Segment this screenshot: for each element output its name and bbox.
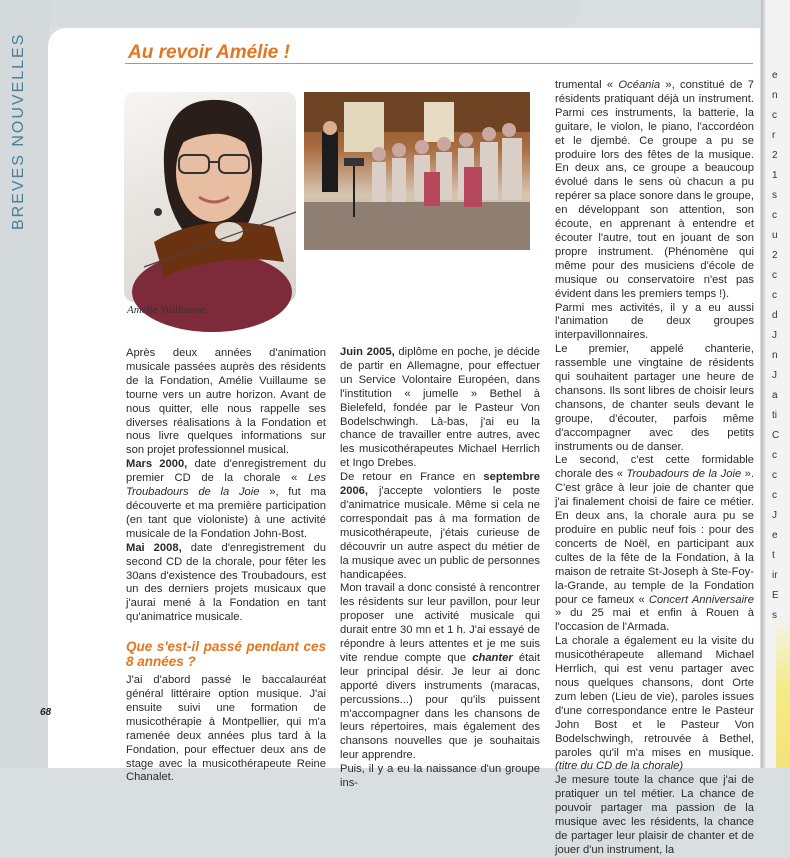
photo-caption: Amélie Vuillaume. [127,304,208,316]
article-column-2 [340,346,540,791]
text-run: j'accepte volontiers le poste d'animatrice musicale. Même si cela ne correspondait pas à ma formation de musicothérapeute, j'étais curieuse de découvrir un autre aspect du métier de la musique avec un public de personnes handicapées. [340,485,540,581]
edge-fragment: s [772,610,777,621]
edge-fragment: c [772,290,777,301]
text-run: », fut ma découverte et ma première participation (en tant que violoniste) à une activité musicale de la Fondation John-Bost. [126,486,326,540]
paragraph: Puis, il y a eu la naissance d'un groupe ins- [340,763,540,790]
paragraph [340,582,540,763]
edge-fragment: C [772,430,780,441]
text-run: diplôme en poche, je décide de partir en Allemagne, pour effectuer un Service Volontaire Européen, dans l'institution « jumelle » Bethel à Bielefeld, fondée par le Pasteur Von Bodelschwingh. Là-bas, j'ai eu la chance de travailler entre autres, avec les musicothérapeutes Michael Herrlich et Ingo Drebes. [340,346,540,470]
text-run: date d'enregistrement du premier CD de la chorale « [126,458,326,485]
paragraph: J'ai d'abord passé le baccalauréat général littéraire option musique. J'ai ensuite suivi une formation de musicothérapie à Montpellier, qui m'a ramenée deux années plus tard à la Fondation, pour effectuer deux ans de stage avec la musicothérapeute Reine Chanalet. [126,674,326,784]
cd-note: (titre du CD de la chorale) [555,760,684,773]
edge-fragment: c [772,490,777,501]
edge-fragment: 2 [772,250,778,261]
edge-fragment: t [772,550,775,561]
edge-fragment: u [772,230,778,241]
text-run: » du 25 mai et enfin à Rouen à l'occasion de l'Armada. [555,607,754,634]
paragraph: Je mesure toute la chance que j'ai de pratiquer un tel métier. La chance de pouvoir partager ma passion de la musique avec les résidents, la chance de partager leur plaisir de chanter et de jouer d'un instrument, la [555,774,754,856]
edge-fragment: c [772,270,777,281]
edge-fragment: J [772,330,777,341]
date-highlight: Juin 2005, [340,346,395,358]
text-run: était leur principal désir. Je leur ai donc apporté divers instruments (maracas, percussions...) pour qu'ils puissent m'accompagner dans les chansons de leurs répertoires, mais également des chansons nouvelles que je souhaitais leur apprendre. [340,651,540,762]
edge-fragment: s [772,190,777,201]
paragraph [555,635,754,774]
paragraph [126,458,326,541]
date-highlight: septembre 2006, [340,471,540,498]
paragraph [555,454,754,635]
date-highlight: Mars 2000, [126,458,188,471]
album-title: Les Troubadours de la Joie [126,472,326,499]
text-run: trumental « [555,79,619,91]
choir-rehearsal-illustration [304,92,530,250]
concert-name: Concert Anniversaire [648,593,754,606]
text-run: De retour en France en [340,471,484,484]
edge-fragment: d [772,310,778,321]
header-tab [50,0,580,26]
paragraph: Le premier, appelé chanterie, rassemble une vingtaine de résidents qui souhaitent partager une heure de chansons. Ils sont libres de choisir leurs chansons, de chanter seuls devant le groupe, d'écouter, parfois même d'accompagner avec des petits instruments ou de danser. [555,343,754,453]
edge-fragment: c [772,450,777,461]
text-run: Le second, c'est cette formidable chorale des « [555,454,754,481]
edge-fragment: 1 [772,170,778,181]
page-fold-shadow [761,0,766,768]
edge-fragment: n [772,90,778,101]
edge-fragment: a [772,390,778,401]
edge-fragment: n [772,350,778,361]
portrait-photo [124,92,296,302]
group-name: Océania [618,79,661,91]
subheading: Que s'est-il passé pendant ces 8 années ? [126,639,326,670]
text-run: Mon travail a donc consisté à rencontrer les résidents sur leur pavillon, pour leur proposer une activité musicale qui durait entre 30 mn et 1 h. J'ai essayé de répondre à leurs attentes et je me suis vite rendue compte que [340,582,540,664]
paragraph [340,346,540,471]
edge-fragment: c [772,210,777,221]
paragraph [340,471,540,582]
edge-fragment: 2 [772,150,778,161]
article-column-1 [126,347,326,785]
choir-photo [304,92,530,250]
edge-fragment: ti [772,410,777,421]
paragraph [555,79,754,302]
choir-name: Troubadours de la Joie [626,468,742,481]
paragraph [126,542,326,625]
text-run: date d'enregistrement du second CD de la chorale, pour fêter les 30ans d'existence des Troubadours, est un des derniers projets musicaux que j'aurai mené à la Fondation en tant qu'animatrice musicale. [126,541,326,624]
edge-fragment: e [772,70,778,81]
intro-paragraph: Après deux années d'animation musicale passées auprès des résidents de la Fondation, Amélie Vuillaume se tourne vers un autre horizon. Avant de nous quitter, elle nous rappelle ses diverses réalisations à la Fondation et nous livre quelques informations sur son projet professionnel musical. [126,347,326,457]
edge-fragment: E [772,590,779,601]
edge-fragment: ir [772,570,778,581]
date-highlight: Mai 2008, [126,541,182,554]
title-divider [125,63,753,64]
section-sidebar: BREVES NOUVELLES [0,0,50,768]
edge-fragment: e [772,530,778,541]
violinist-portrait-illustration [124,92,296,302]
page-number: 68 [40,707,52,718]
edge-fragment: J [772,370,777,381]
edge-fragment: r [772,130,776,141]
edge-fragment: c [772,470,777,481]
text-run: La chorale a également eu la visite du musicothérapeute allemand Michael Herrlich, qui est venu partager avec nous quelques chansons, dont Orte zum leben (Lieu de vie), paroles issues d'une correspondance entre le Pasteur John Bost et le Pasteur Von Bodelschwingh, retrouvée à Bethel, paroles qu'il m'a mises en musique. [555,635,754,759]
text-run: ». C'est grâce à leur joie de chanter que j'ai finalement choisi de faire ce métier. En deux ans, la chorale aura pu se produire en public neuf fois : pour des concerts de Noël, en participant aux cultes de la fête de la Fondation, à la maison de retraite St-Joseph à Ste-Foy-la-Grande, au temple de la Fondation pour ce fameux « [555,468,754,606]
article-title: Au revoir Amélie ! [128,42,290,63]
paragraph: Parmi mes activités, il y a eu aussi l'animation de deux groupes interpavillonnaires. [555,301,754,342]
text-run: », constitué de 7 résidents pratiquant déjà un instrument. Parmi ces instruments, la batterie, la guitare, le violon, le piano, l'accordéon et le djembé. Ce groupe a pu se produire lors des fêtes de la musique. En deux ans, ce groupe a beaucoup évolué dans le sens où chacun a pu repérer sa place sonore dans le groupe, en développant son attention, son écoute, en apprenant à entendre et écouter l'autre, tout en jouant de son propre instrument. (Phénomène qui même pour des musiciens d'école de musique ou conservatoire n'est pas évident dans les premiers temps !). [555,79,754,300]
yellow-page-edge [776,0,790,768]
emphasis-word: chanter [472,651,513,664]
edge-fragment: J [772,510,777,521]
article-column-3 [555,79,754,858]
edge-fragment: c [772,110,777,121]
